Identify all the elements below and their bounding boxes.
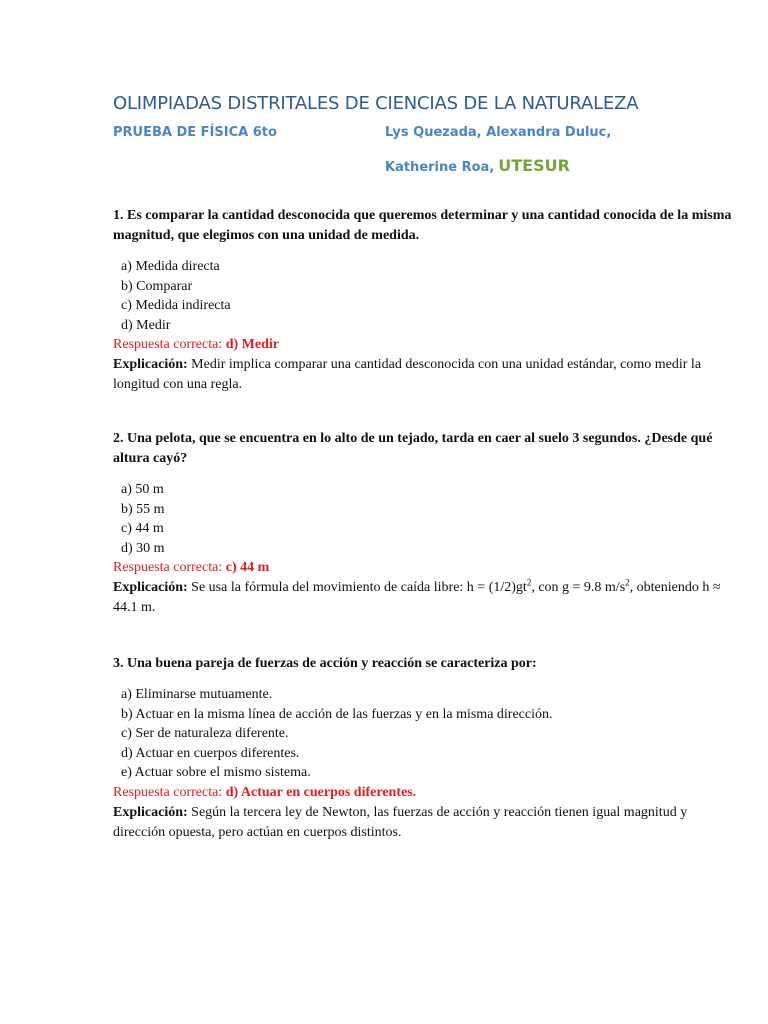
answer-value: c) 44 m [225, 560, 270, 575]
question-3 [113, 654, 733, 843]
question-3-answer [113, 783, 733, 803]
question-1-options [113, 257, 733, 335]
option: a) Eliminarse mutuamente. [121, 687, 273, 702]
institution-name: UTESUR [498, 156, 570, 175]
authors-line-2 [385, 156, 570, 175]
test-subtitle: PRUEBA DE FÍSICA 6to [113, 125, 277, 140]
explanation-text: Medir implica comparar una cantidad desconocida con una unidad estándar, como medir la longitud con una regla. [113, 357, 702, 392]
option: c) Ser de naturaleza diferente. [121, 726, 289, 741]
answer-prefix: Respuesta correcta: [113, 784, 223, 800]
option: b) Comparar [121, 278, 193, 294]
authors-line-1: Lys Quezada, Alexandra Duluc, [385, 125, 612, 140]
question-3-text: 3. Una buena pareja de fuerzas de acción y reacción se caracteriza por: [113, 656, 537, 671]
document-title: OLIMPIADAS DISTRITALES DE CIENCIAS DE LA NATURALEZA [113, 93, 639, 114]
question-3-explanation [113, 803, 733, 843]
question-2-answer [113, 558, 733, 578]
explanation-text-1: Se usa la fórmula del movimiento de caída libre: h = (1/2)gt [191, 580, 527, 595]
question-1-text: 1. Es comparar la cantidad desconocida que queremos determinar y una cantidad conocida de la misma magnitud, que elegimos con una unidad de medida. [113, 208, 732, 243]
question-2-explanation [113, 578, 733, 618]
question-2-text: 2. Una pelota, que se encuentra en lo alto de un tejado, tarda en caer al suelo 3 segundos. ¿Desde qué altura cayó? [113, 431, 713, 466]
answer-value: d) Actuar en cuerpos diferentes. [225, 784, 417, 800]
authors-line-2-text: Katherine Roa, [385, 160, 495, 175]
explanation-prefix: Explicación: [113, 804, 188, 820]
question-2 [113, 429, 733, 618]
option: d) 30 m [121, 540, 165, 556]
question-1-answer [113, 335, 733, 355]
explanation-text: Según la tercera ley de Newton, las fuerzas de acción y reacción tienen igual magnitud y dirección opuesta, pero actúan en cuerpos distintos. [113, 804, 688, 840]
answer-prefix: Respuesta correcta: [113, 337, 223, 352]
explanation-text-2: , con g = 9.8 m/s [531, 580, 626, 595]
exponent-1: 2 [526, 577, 532, 588]
question-1-explanation [113, 355, 733, 395]
exponent-2: 2 [625, 577, 630, 588]
option: c) 44 m [121, 521, 164, 536]
option: b) 55 m [121, 501, 165, 517]
answer-value: d) Medir [225, 337, 279, 352]
option: e) Actuar sobre el mismo sistema. [121, 765, 311, 780]
question-2-options [113, 480, 733, 558]
question-3-options [113, 685, 733, 783]
option: c) Medida indirecta [121, 298, 231, 313]
answer-prefix: Respuesta correcta: [113, 560, 223, 575]
question-1 [113, 206, 733, 395]
explanation-prefix: Explicación: [113, 357, 188, 372]
option: a) Medida directa [121, 259, 220, 274]
option: d) Medir [121, 317, 171, 333]
option: b) Actuar en la misma línea de acción de las fuerzas y en la misma dirección. [121, 706, 553, 722]
explanation-prefix: Explicación: [113, 580, 188, 595]
option: a) 50 m [121, 482, 164, 497]
explanation-text-3: , obteniendo h ≈ 44.1 m. [113, 580, 721, 615]
option: d) Actuar en cuerpos diferentes. [121, 745, 300, 761]
